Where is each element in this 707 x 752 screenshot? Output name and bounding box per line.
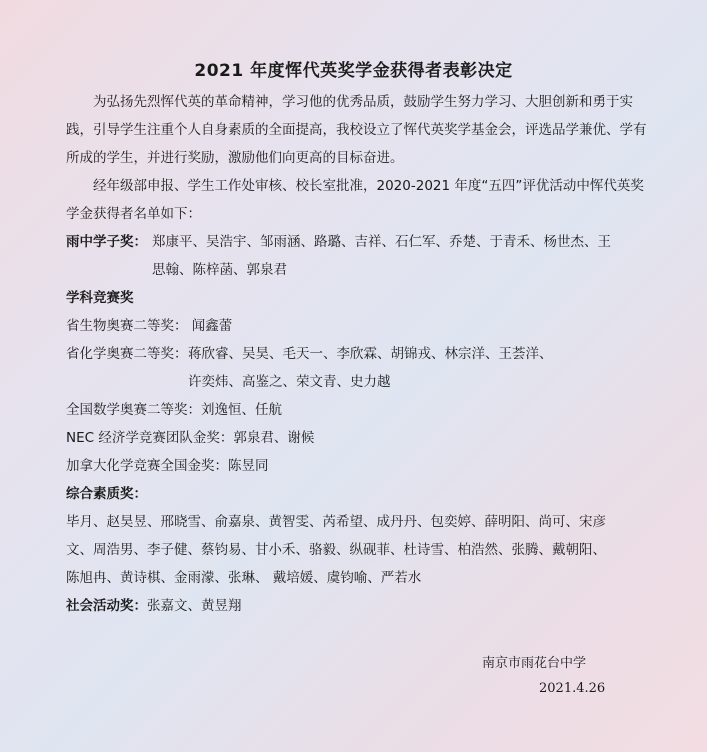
document-title: 2021 年度恽代英奖学金获得者表彰决定 — [194, 61, 513, 81]
approval-paragraph: 经年级部申报、学生工作处审核、校长室批准，2020-2021 年度“五四”评优活动中恽代英奖学金获得者名单如下： — [66, 178, 644, 222]
chem-olympiad-names-line1: 蒋欣睿、吴昊、毛天一、李欣霖、胡锦戎、林宗洋、王荟洋、 — [188, 346, 553, 362]
nec-economics-award: NEC 经济学竞赛团队金奖：郭泉君、谢候 — [66, 430, 315, 446]
chem-olympiad-label: 省化学奥赛二等奖： — [66, 346, 188, 362]
math-olympiad-award: 全国数学奥赛二等奖：刘逸恒、任航 — [66, 402, 282, 418]
comprehensive-award-names-line2: 文、周浩男、李子健、蔡钧易、甘小禾、骆毅、纵砚菲、杜诗雪、柏浩然、张腾、戴朝阳、 — [66, 542, 606, 558]
comprehensive-award-names-line3: 陈旭冉、黄诗棋、金雨濛、张琳、 戴培媛、虞钧喻、严若水 — [66, 570, 422, 586]
social-award-label: 社会活动奖： — [66, 598, 147, 614]
bio-olympiad-award: 省生物奥赛二等奖： 闻鑫蕾 — [66, 318, 233, 334]
social-award — [66, 592, 242, 620]
yuzhong-award-names-line2: 思翰、陈梓菡、郭泉君 — [152, 262, 287, 278]
yuzhong-award-names-line1: 郑康平、吴浩宇、邹雨涵、路璐、吉祥、石仁军、乔楚、于青禾、杨世杰、王 — [152, 234, 611, 250]
yuzhong-award-label: 雨中学子奖： — [66, 234, 147, 250]
signature-school: 南京市雨花台中学 — [482, 656, 587, 671]
social-award-names: 张嘉文、黄昱翔 — [147, 598, 242, 614]
chem-olympiad-names-line2: 许奕炜、高鉴之、荣文青、史力越 — [188, 374, 391, 390]
intro-paragraph: 为弘扬先烈恽代英的革命精神，学习他的优秀品质，鼓励学生努力学习、大胆创新和勇于实践，引导学生注重个人自身素质的全面提高，我校设立了恽代英奖学基金会，评选品学兼优、学有所成的学生，并进行奖励，激励他们向更高的目标奋进。 — [66, 94, 647, 166]
comprehensive-award-names-line1: 毕月、赵昊昱、邢晓雪、俞嘉泉、黄智雯、芮希望、成丹丹、包奕婷、薛明阳、尚可、宋彦 — [66, 514, 606, 530]
signature-date: 2021.4.26 — [539, 681, 606, 696]
competition-heading: 学科竞赛奖 — [66, 290, 134, 306]
comprehensive-award-label: 综合素质奖： — [66, 486, 147, 502]
canada-chem-award: 加拿大化学竞赛全国金奖：陈昱同 — [66, 458, 269, 474]
